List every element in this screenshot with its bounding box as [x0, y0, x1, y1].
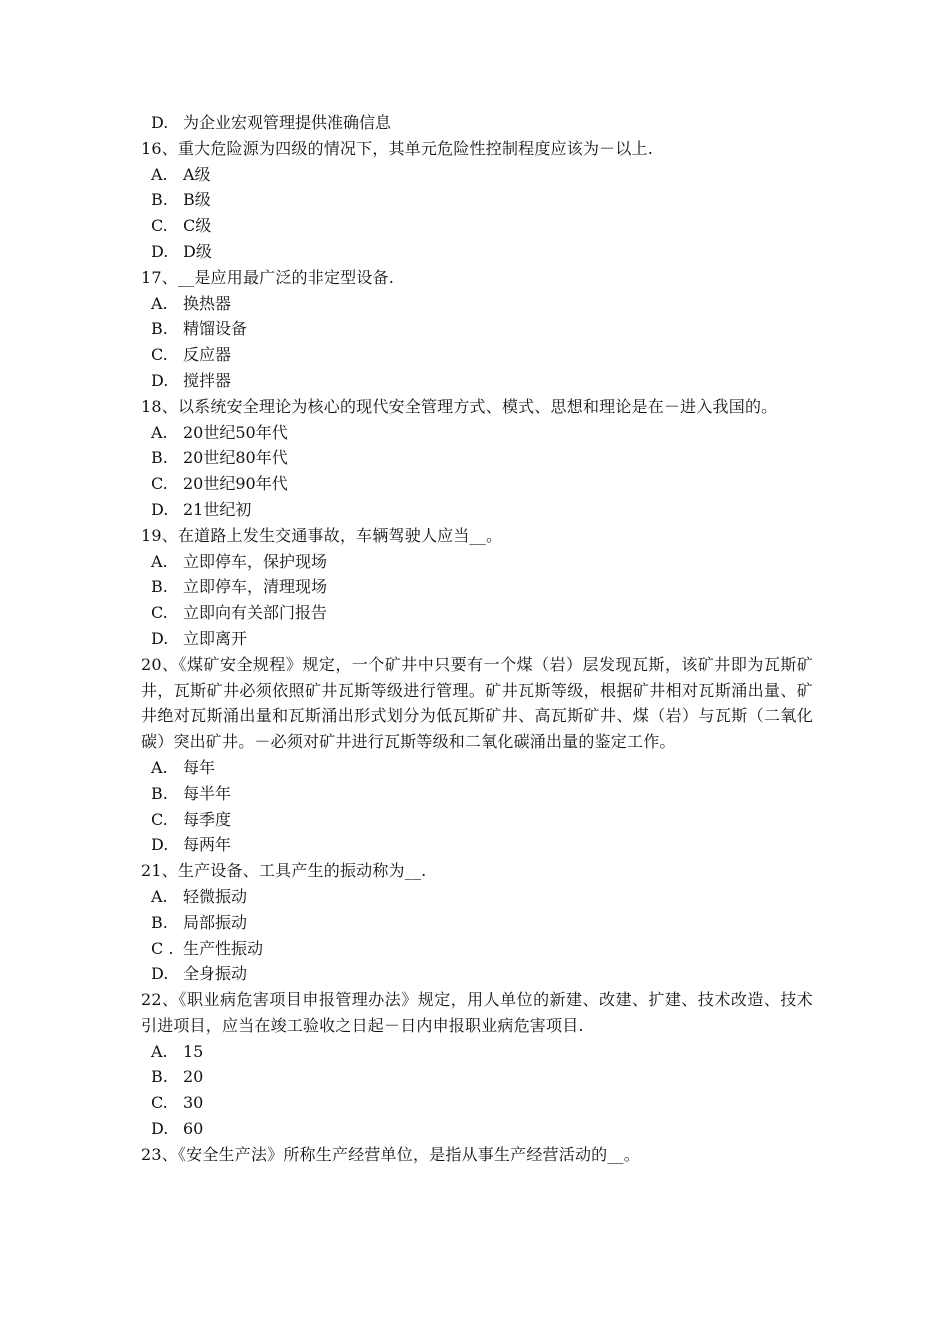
answer-option [141, 832, 813, 858]
answer-option [141, 316, 813, 342]
option-text: 每半年 [183, 783, 232, 803]
answer-option [141, 291, 813, 317]
answer-option [141, 961, 813, 987]
option-label: A. [151, 293, 168, 313]
answer-option [141, 162, 813, 188]
option-label: B. [151, 448, 168, 468]
answer-option [141, 910, 813, 936]
answer-option [141, 1090, 813, 1116]
option-label: B. [151, 319, 168, 339]
option-text: 立即停车，保护现场 [183, 551, 328, 571]
option-label: D. [151, 370, 169, 390]
option-text: C级 [183, 216, 212, 236]
option-label: C. [151, 603, 168, 623]
option-text: 20世纪50年代 [183, 422, 288, 442]
option-label: D. [151, 628, 169, 648]
option-label: D. [151, 964, 169, 984]
option-text: 轻微振动 [183, 886, 248, 906]
answer-option [141, 549, 813, 575]
answer-option [141, 213, 813, 239]
answer-option [141, 420, 813, 446]
answer-option [141, 884, 813, 910]
option-text: 生产性振动 [183, 938, 264, 958]
question-text: 19、在道路上发生交通事故，车辆驾驶人应当__。 [141, 525, 503, 545]
document-body [141, 110, 813, 1168]
option-text: D级 [183, 241, 212, 261]
option-text: 立即向有关部门报告 [183, 603, 328, 623]
option-text: 15 [183, 1041, 204, 1061]
question-text: 16、重大危险源为四级的情况下，其单元危险性控制程度应该为－以上. [141, 138, 654, 158]
option-label: B. [151, 912, 168, 932]
option-text: 20世纪80年代 [183, 448, 288, 468]
option-text: 全身振动 [183, 964, 248, 984]
answer-option [141, 110, 813, 136]
answer-option [141, 1039, 813, 1065]
option-text: 20 [183, 1067, 204, 1087]
option-text: 为企业宏观管理提供准确信息 [183, 113, 392, 132]
option-text: 每季度 [183, 809, 232, 829]
answer-option [141, 445, 813, 471]
option-text: 精馏设备 [183, 319, 248, 339]
option-text: 21世纪初 [183, 499, 252, 519]
answer-option [141, 936, 813, 962]
answer-option [141, 187, 813, 213]
option-text: 每年 [183, 757, 216, 777]
question-text: 22、《职业病危害项目申报管理办法》规定，用人单位的新建、改建、扩建、技术改造、技术引进项目，应当在竣工验收之日起－日内申报职业病危害项目. [141, 990, 813, 1035]
option-label: A. [151, 551, 168, 571]
answer-option [141, 600, 813, 626]
option-text: 30 [183, 1093, 204, 1113]
option-label: C. [151, 474, 168, 494]
option-label: A. [151, 757, 168, 777]
option-text: 局部振动 [183, 912, 248, 932]
option-text: 20世纪90年代 [183, 474, 288, 494]
option-label: C. [151, 345, 168, 365]
answer-option [141, 342, 813, 368]
answer-option [141, 781, 813, 807]
option-label: B. [151, 1067, 168, 1087]
answer-option [141, 574, 813, 600]
answer-option [141, 807, 813, 833]
option-label: B. [151, 577, 168, 597]
question-text: 21、生产设备、工具产生的振动称为__. [141, 861, 427, 881]
option-label: B. [151, 190, 168, 210]
answer-option [141, 497, 813, 523]
option-text: 立即离开 [183, 628, 248, 648]
option-label: A. [151, 886, 168, 906]
answer-option [141, 368, 813, 394]
answer-option [141, 755, 813, 781]
option-label: B. [151, 783, 168, 803]
question-text: 23、《安全生产法》所称生产经营单位，是指从事生产经营活动的__。 [141, 1144, 640, 1164]
option-label: D. [151, 499, 169, 519]
option-label: D. [151, 1119, 169, 1139]
option-text: B级 [183, 190, 211, 210]
option-text: 反应器 [183, 345, 232, 365]
option-label: D. [151, 113, 169, 132]
option-label: C . [151, 938, 174, 958]
option-text: 换热器 [183, 293, 232, 313]
option-text: 每两年 [183, 835, 232, 855]
option-text: 60 [183, 1119, 204, 1139]
option-label: A. [151, 422, 168, 442]
answer-option [141, 626, 813, 652]
option-label: C. [151, 809, 168, 829]
option-text: 搅拌器 [183, 370, 232, 390]
option-label: C. [151, 216, 168, 236]
answer-option [141, 1116, 813, 1142]
answer-option [141, 1064, 813, 1090]
option-text: A级 [183, 164, 211, 184]
option-label: C. [151, 1093, 168, 1113]
option-label: A. [151, 1041, 168, 1061]
option-label: A. [151, 164, 168, 184]
question-text: 20、《煤矿安全规程》规定，一个矿井中只要有一个煤（岩）层发现瓦斯，该矿井即为瓦斯矿井，瓦斯矿井必须依照矿井瓦斯等级进行管理。矿井瓦斯等级，根据矿井相对瓦斯涌出量、矿井绝对瓦斯涌出量和瓦斯涌出形式划分为低瓦斯矿井、高瓦斯矿井、煤（岩）与瓦斯（二氧化碳）突出矿井。－必须对矿井进行瓦斯等级和二氧化碳涌出量的鉴定工作。 [141, 654, 813, 752]
option-label: D. [151, 241, 169, 261]
answer-option [141, 239, 813, 265]
question-text: 17、__是应用最广泛的非定型设备. [141, 267, 395, 287]
option-label: D. [151, 835, 169, 855]
question-text: 18、以系统安全理论为核心的现代安全管理方式、模式、思想和理论是在－进入我国的。 [141, 396, 778, 416]
answer-option [141, 471, 813, 497]
option-text: 立即停车，清理现场 [183, 577, 328, 597]
